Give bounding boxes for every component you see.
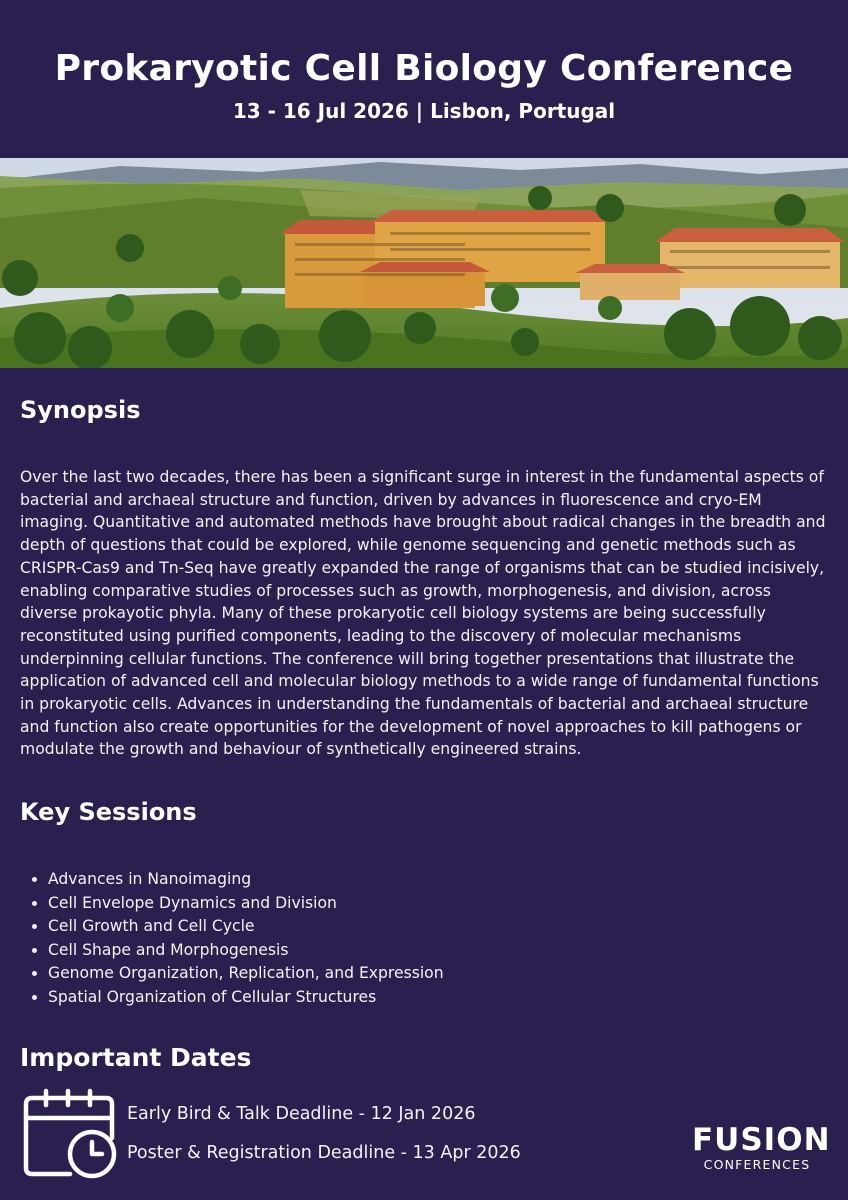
calendar-clock-icon: [22, 1088, 118, 1182]
session-item: • Spatial Organization of Cellular Structures: [48, 986, 444, 1010]
date-poster-registration: Poster & Registration Deadline - 13 Apr 2026: [127, 1143, 521, 1163]
logo-main-text: FUSION: [692, 1122, 831, 1158]
session-item: • Cell Shape and Morphogenesis: [48, 939, 444, 963]
synopsis-text: Over the last two decades, there has been a significant surge in interest in the fundamental aspects of bacterial and archaeal structure and function, driven by advances in fluorescence and cryo-EM imaging. Quantitative and automated methods have brought about radical changes in the breadth and depth of questions that could be explored, while genome sequencing and genetic methods such as CRISPR-Cas9 and Tn-Seq have greatly expanded the range of organisms that can be studied incisively, enabling comparative studies of processes such as growth, morphogenesis, and division, across diverse prokayotic phyla. Many of these prokaryotic cell biology systems are being successfully reconstituted using purified components, leading to the discovery of molecular mechanisms underpinning cellular functions. The conference will bring together presentations that illustrate the application of advanced cell and molecular biology methods to a wide range of fundamental functions in prokaryotic cells. Advances in understanding the fundamentals of bacterial and archaeal structure and function also create opportunities for the development of novel approaches to kill pathogens or modulate the growth and behaviour of synthetically engineered strains.: [20, 468, 826, 759]
session-item: • Genome Organization, Replication, and Expression: [48, 962, 444, 986]
session-item: • Cell Growth and Cell Cycle: [48, 915, 444, 939]
logo-sub-text: CONFERENCES: [703, 1157, 811, 1172]
date-early-bird: Early Bird & Talk Deadline - 12 Jan 2026: [127, 1104, 476, 1124]
synopsis-heading: Synopsis: [20, 396, 141, 424]
key-sessions-list: [28, 868, 444, 1010]
page-title: Prokaryotic Cell Biology Conference: [54, 48, 794, 89]
fusion-conferences-logo: [692, 1122, 831, 1172]
header: [0, 0, 848, 158]
session-item: • Advances in Nanoimaging: [48, 868, 444, 892]
banner-image: [0, 158, 848, 368]
session-item: • Cell Envelope Dynamics and Division: [48, 892, 444, 916]
page-subtitle: 13 - 16 Jul 2026 | Lisbon, Portugal: [232, 99, 616, 123]
key-sessions-heading: Key Sessions: [20, 798, 197, 826]
resort-landscape-photo: [0, 158, 848, 368]
important-dates-heading: Important Dates: [20, 1043, 252, 1072]
